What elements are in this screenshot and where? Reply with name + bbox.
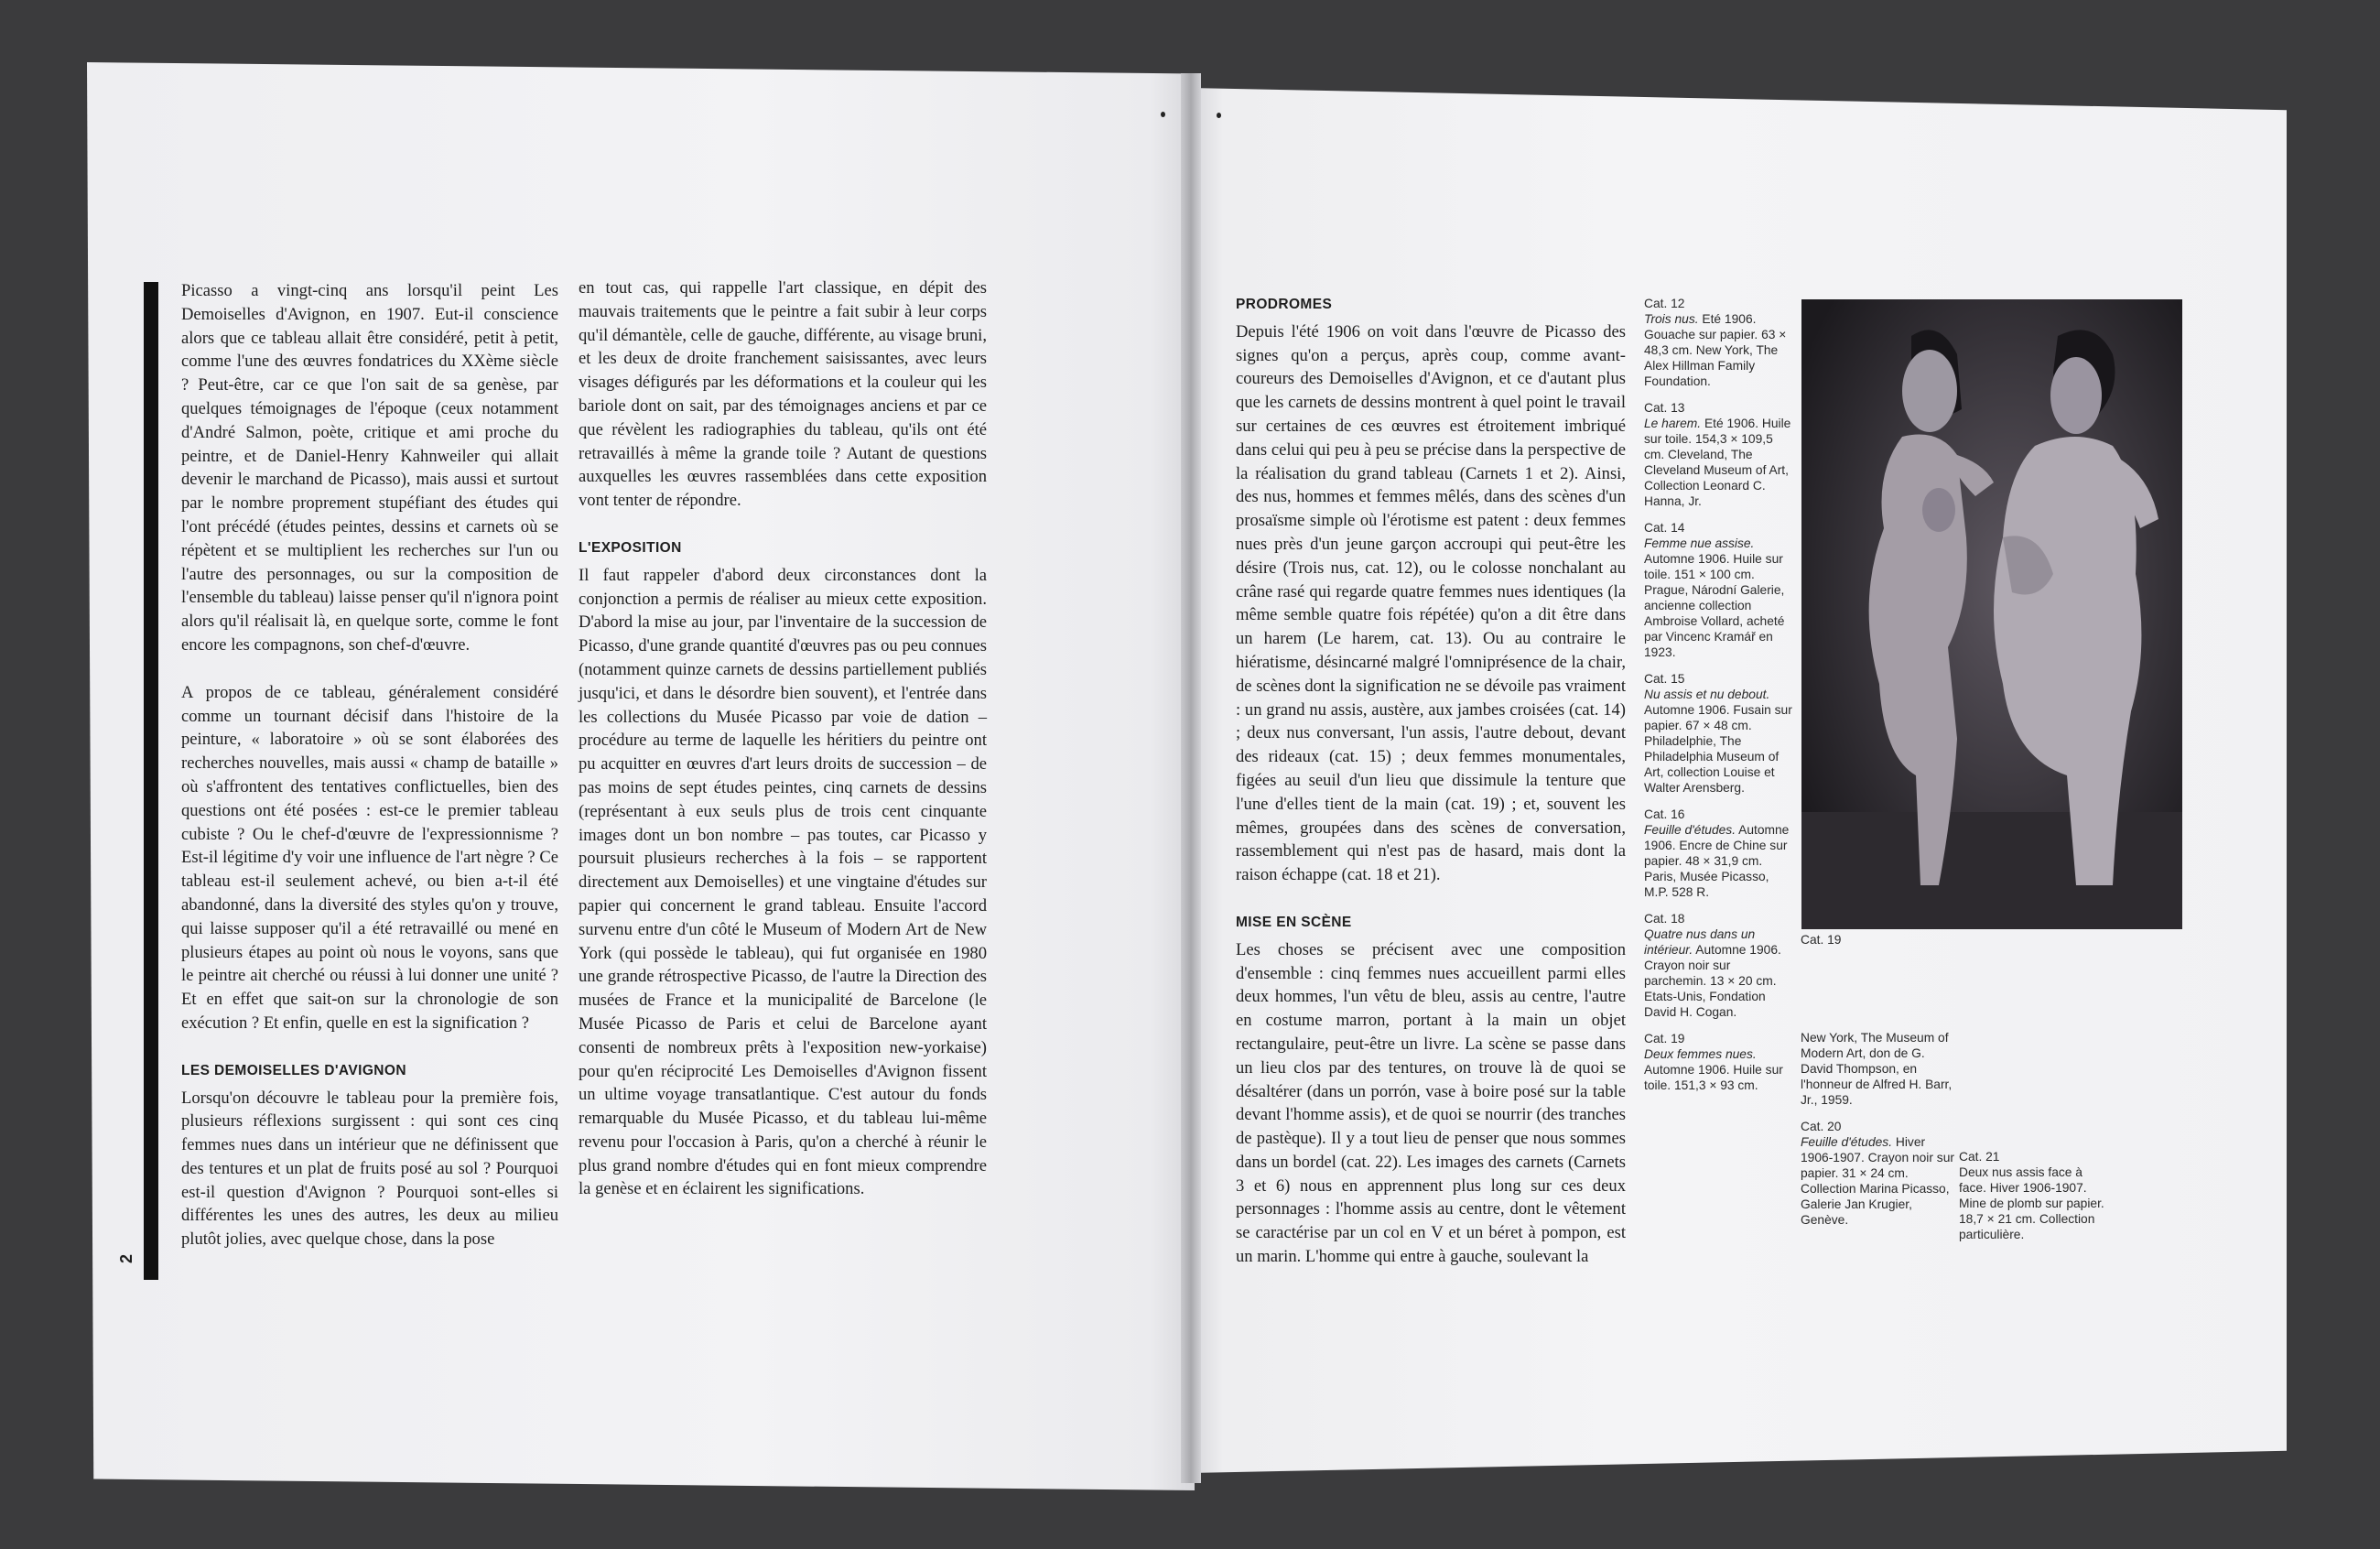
caption-cat-label: Cat. 19 [1801,933,1842,947]
caption-column [1644,296,1795,1104]
caption-details: New York, The Museum of Modern Art, don de G. David Thompson, en l'honneur de Alfred H. Barr, Jr., 1959. [1801,1031,1953,1107]
caption-title: Deux nus assis face à face. [1959,1165,2082,1195]
caption-details: Eté 1906. Huile sur toile. 154,3 × 109,5 cm. Cleveland, The Cleveland Museum of Art, Collection Leonard C. Hanna, Jr. [1644,417,1791,508]
caption-details: Automne 1906. Huile sur toile. 151 × 100 cm. Prague, Národní Galerie, ancienne collection Ambroise Vollard, acheté par Vincenc Kramář en 1923. [1644,552,1785,659]
caption-cat-label: Cat. 21 [1959,1150,2000,1164]
text-column-2 [579,276,987,1201]
caption-cat-21 [1959,1149,2110,1242]
caption-title: Quatre nus dans un intérieur. [1644,927,1756,957]
text-column-3 [1236,293,1626,1269]
prodromes-paragraph: Depuis l'été 1906 on voit dans l'œuvre de Picasso des signes qu'on a perçus, après coup, comme avant-coureurs des Demoiselles d'Avignon, et ce d'autant plus que les carnets de dessins montrent à quel point le travail sur certaines de ces œuvres est étroitement imbriqué dans celui qui peu à peu se précise dans la perspective de la réalisation du grand tableau (Carnets 1 et 2). Ainsi, des nus, hommes et femmes mêlés, dans des scènes d'un prosaïsme simple où l'érotisme est patent : deux femmes nues près d'un jeune garçon accroupi qui peut-être les désire (Trois nus, cat. 12), ou le colosse nonchalant au crâne rasé qui regarde quatre femmes nues identiques (la même semble quatre fois répétée) qu'on a dit être dans un harem (Le harem, cat. 13). Ou au contraire le hiératisme, désincarné malgré l'omniprésence de la chair, de scènes dont la signification ne se dévoile pas vraiment : un grand nu assis, austère, aux jambes croisées (cat. 14) ; deux nus conversant, l'un assis, l'autre debout, devant des rideaux (cat. 15) ; deux femmes monumentales, figées au seuil d'un lieu que dissimule la tenture que l'une d'elles tient de la main (cat. 19) ; et, souvent les mêmes, groupées dans des scènes de conversation, rassemblement qui n'est pas de hasard, mais dont la raison échappe (cat. 18 et 21). [1236,321,1626,885]
caption-cat-19 [1644,1031,1795,1093]
caption-cat-12 [1644,296,1795,389]
caption-title: Femme nue assise. [1644,536,1755,550]
caption-cat-label: Cat. 12 [1644,297,1685,310]
exposition-paragraph: Il faut rappeler d'abord deux circonstances dont la conjonction a permis de réaliser au mieux cette exposition. D'abord la mise au jour, par l'inventaire de la succession de Picasso, d'une grande quantité d'œuvres pas ou peu connues (notamment quinze carnets de dessins partiellement publiés jusqu'ici, et dans le désordre bien souvent), et l'entrée dans les collections du Musée Picasso par voie de dation – procédure au terme de laquelle les héritiers du peintre ont pu acquitter en œuvres d'art leurs droits de succession – de pas moins de sept études peintes, cinq carnets de dessins (représentant à eux seuls plus de trois cent cinquante images dont un bon nombre – pas toutes, car Picasso y poursuit plusieurs recherches à la fois – se rapportent directement aux Demoiselles) et une vingtaine d'études sur papier qui concernent le grand tableau. Ensuite l'accord survenu entre d'un côté le Museum of Modern Art de New York (qui possède le tableau), qui fut organisée en 1980 une grande rétrospective Picasso, de l'autre la Direction des musées de France et la municipalité de Barcelone (le Musée Picasso de Paris et celui de Barcelone ayant consenti de nombreux prêts à l'exposition new-yorkaise) pour qu'en réciprocité Les Demoiselles d'Avignon fissent un ultime voyage transatlantique. C'est autour du fonds remarquable du Musée Picasso, et du tableau lui-même revenu pour l'occasion à Paris, qu'on a cherché à réunir le plus grand nombre d'études qui en font mieux comprendre la genèse et en éclairent les significations. [579,565,987,1199]
heading-prodromes: PRODROMES [1236,297,1333,312]
question-paragraph: A propos de ce tableau, généralement considéré comme un tournant décisif dans l'histoire de la peinture, « laboratoire » où se sont élaborées des recherches nouvelles, mais aussi « champ de bataille » où s'affrontent des tentatives conflictuelles, bien des questions ont été posées : est-ce le premier tableau cubiste ? Ou le chef-d'œuvre de l'expressionnisme ? Est-il légitime d'y voir une influence de l'art nègre ? Ce tableau est-il seulement achevé, ou bien a-t-il été abandonné, dans la diversité des styles qu'on y trouve, qui laisse supposer qu'il a été retravaillé ou mené en plusieurs étapes au point où nous le voyons, sans que le peintre ait cherché ou réussi à lui donner une unité ? Et en effet que sait-on sur la chronologie de son exécution ? Et enfin, quelle en est la signification ? [181,682,558,1033]
heading-exposition: L'EXPOSITION [579,539,682,556]
caption-cat-label: Cat. 19 [1644,1032,1685,1045]
painting-deux-femmes-nues [1801,299,2182,929]
mise-en-scene-paragraph: Les choses se précisent avec une composition d'ensemble : cinq femmes nues accueillent parmi elles deux hommes, l'un vêtu de bleu, assis au centre, l'autre en costume marron, portant à la main un objet rectangulaire, peut-être un livre. La scène se passe dans un lieu clos par des tentures, on trouve là de quoi se désaltérer (dans un porrón, vase à boire posé sur la table devant l'homme assis), et de quoi se nourrir (des tranches de pastèque). Il y a tout lieu de penser que nous sommes dans un bordel (cat. 22). Les images des carnets (Carnets 3 et 6) nous en apprennent plus long sur ces deux personnages : l'homme assis au centre, dont le vêtement se caractérise par un col en V et un béret à pompon, est un marin. L'homme qui entre à gauche, soulevant la [1236,939,1626,1267]
caption-cat-19-label [1801,932,1965,948]
painting-image [1801,299,2182,929]
caption-cat-16 [1644,807,1795,900]
caption-cat-20 [1801,1119,1956,1228]
caption-title: Nu assis et nu debout. [1644,688,1770,701]
page-number: 2 [117,1253,135,1263]
caption-details: Hiver 1906-1907. Crayon noir sur papier. 31 × 24 cm. Collection Marina Picasso, Galerie Jan Krugier, Genève. [1801,1135,1954,1227]
caption-cat-19-location [1801,1030,1956,1239]
caption-cat-label: Cat. 18 [1644,912,1685,926]
book-gutter [1181,73,1201,1483]
heading-demoiselles: LES DEMOISELLES D'AVIGNON [181,1062,406,1078]
caption-details: Automne 1906. Fusain sur papier. 67 × 48 cm. Philadelphie, The Philadelphia Museum of Art, collection Louise et Walter Arensberg. [1644,703,1792,795]
caption-title: Trois nus. [1644,312,1699,326]
text-column-1 [181,279,558,1251]
heading-mise-en-scene: MISE EN SCÈNE [1236,914,1352,930]
caption-cat-label: Cat. 20 [1801,1120,1842,1133]
staple-hole [1217,113,1221,118]
intro-paragraph: Picasso a vingt-cinq ans lorsqu'il peint Les Demoiselles d'Avignon, en 1907. Eut-il conscience alors que ce tableau allait être considéré, petit à petit, comme l'une des œuvres fondatrices du XXème siècle ? Peut-être, car ce que l'on sait de sa genèse, par quelques témoignages de l'époque (ceux notamment d'André Salmon, poète, critique et ami proche du peintre, et de Daniel-Henry Kahnweiler qui allait devenir le marchand de Picasso), mais aussi et surtout par le nombre proprement stupéfiant des études qui l'ont précédé (études peintes, dessins et carnets où se répètent et se multiplient les recherches sur l'un ou l'autre des personnages, ou sur la composition de l'ensemble du tableau) laisse penser qu'il n'ignora point alors qu'il réalisait là, en quelque sorte, comme le font encore les compagnons, son chef-d'œuvre. [181,281,558,655]
margin-bar [144,282,158,1280]
demoiselles-paragraph: Lorsqu'on découvre le tableau pour la première fois, plusieurs réflexions surgissent : qui sont ces cinq femmes nues dans un intérieur que ne définissent que des tentures et un plat de fruits posé au sol ? Pourquoi est-il question d'Avignon ? Pourquoi sont-elles si différentes les unes des autres, les deux au milieu plutôt jolies, avec quelque chose, dans la pose [181,1088,558,1250]
caption-cat-label: Cat. 13 [1644,401,1685,415]
caption-title: Feuille d'études. [1801,1135,1893,1149]
caption-cat-label: Cat. 15 [1644,672,1685,686]
caption-cat-14 [1644,520,1795,660]
caption-cat-13 [1644,400,1795,509]
caption-title: Deux femmes nues. [1644,1047,1757,1061]
caption-details: Eté 1906. Gouache sur papier. 63 × 48,3 cm. New York, The Alex Hillman Family Foundation. [1644,312,1787,388]
caption-details: Automne 1906. Huile sur toile. 151,3 × 93 cm. [1644,1063,1783,1092]
caption-cat-18 [1644,911,1795,1020]
caption-details: Automne 1906. Crayon noir sur parchemin. 13 × 20 cm. Etats-Unis, Fondation David H. Cogan. [1644,943,1781,1019]
staple-hole [1161,112,1165,117]
caption-details: Hiver 1906-1907. Mine de plomb sur papier. 18,7 × 21 cm. Collection particulière. [1959,1181,2104,1241]
caption-details: Automne 1906. Encre de Chine sur papier. 48 × 31,9 cm. Paris, Musée Picasso, M.P. 528 R. [1644,823,1790,899]
caption-title: Le harem. [1644,417,1702,430]
caption-cat-label: Cat. 14 [1644,521,1685,535]
continuation-paragraph: en tout cas, qui rappelle l'art classique, en dépit des mauvais traitements que le peintre a fait subir à leur corps qu'il démantèle, celle de gauche, différente, au visage bruni, et les deux de droite franchement saisissantes, avec leurs visages défigurés par les déformations et la couleur qui les bariole dont on sait, par des témoignages anciens et par ce que révèlent les radiographies du tableau, qu'ils ont été retravaillés à même la grande toile ? Autant de questions auxquelles les œuvres rassemblées dans cette exposition vont tenter de répondre. [579,278,987,511]
caption-title: Feuille d'études. [1644,823,1736,837]
caption-cat-15 [1644,671,1795,796]
caption-cat-label: Cat. 16 [1644,807,1685,821]
